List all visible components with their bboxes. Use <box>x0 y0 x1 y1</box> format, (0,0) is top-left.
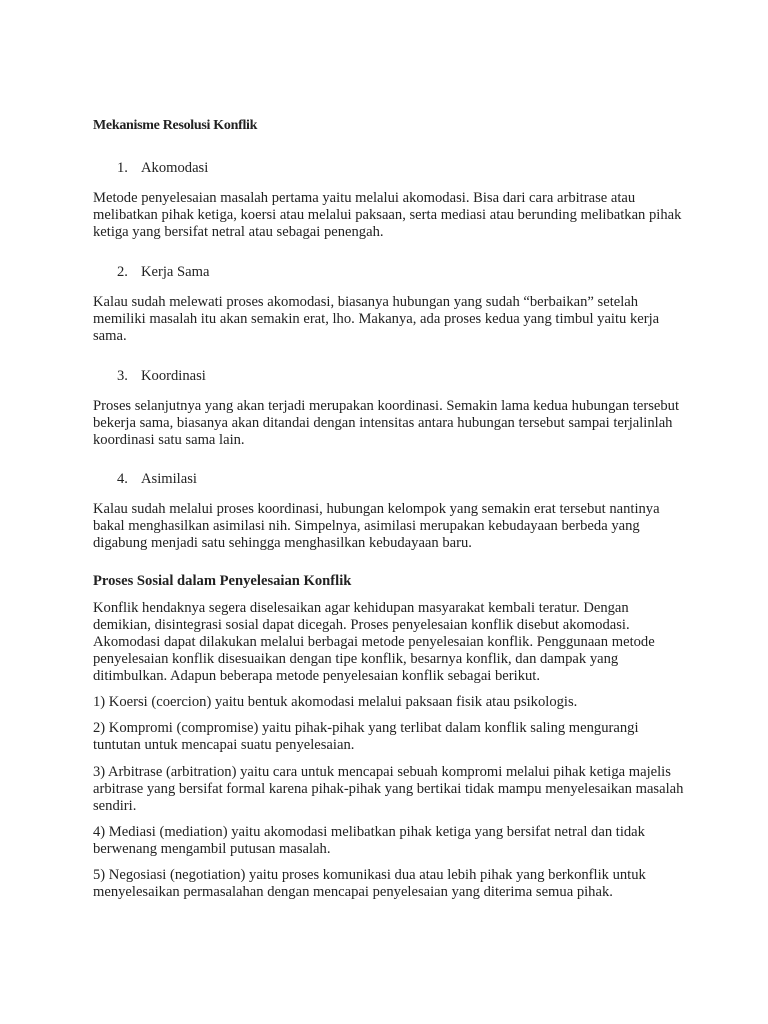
list-number: 2. <box>117 264 128 280</box>
method-item: 3) Arbitrase (arbitration) yaitu cara untuk mencapai sebuah kompromi melalui pihak ketiga majelis arbitrase yang bersifat formal karena pihak-pihak yang bertikai tidak mampu menyelesaikan masalah sendiri. <box>93 764 684 814</box>
list-number: 3. <box>117 368 128 384</box>
list-label: Akomodasi <box>141 160 209 176</box>
method-item: 5) Negosiasi (negotiation) yaitu proses komunikasi dua atau lebih pihak yang berkonflik untuk menyelesaikan permasalahan dengan mencapai penyelesaian yang diterima semua pihak. <box>93 867 646 900</box>
paragraph: Kalau sudah melalui proses koordinasi, hubungan kelompok yang semakin erat tersebut nantinya bakal menghasilkan asimilasi nih. Simpelnya, asimilasi merupakan kebudayaan berbeda yang digabung menjadi satu sehingga menghasilkan kebudayaan baru. <box>93 501 660 551</box>
method-item: 2) Kompromi (compromise) yaitu pihak-pihak yang terlibat dalam konflik saling mengurangi tuntutan untuk mencapai suatu penyelesaian. <box>93 720 639 753</box>
paragraph: Metode penyelesaian masalah pertama yaitu melalui akomodasi. Bisa dari cara arbitrase atau melibatkan pihak ketiga, koersi atau melalui paksaan, serta mediasi atau berunding melibatkan pihak ketiga yang bersifat netral atau sebagai penengah. <box>93 190 682 240</box>
paragraph: Konflik hendaknya segera diselesaikan agar kehidupan masyarakat kembali teratur. Dengan demikian, disintegrasi sosial dapat dicegah. Proses penyelesaian konflik disebut akomodasi. Akomodasi dapat dilakukan melalui berbagai metode penyelesaian konflik. Penggunaan metode penyelesaian konflik disesuaikan dengan tipe konflik, besarnya konflik, dan dampak yang ditimbulkan. Adapun beberapa metode penyelesaian konflik sebagai berikut. <box>93 600 655 684</box>
list-number: 1. <box>117 160 128 176</box>
list-number: 4. <box>117 471 128 487</box>
method-item: 1) Koersi (coercion) yaitu bentuk akomodasi melalui paksaan fisik atau psikologis. <box>93 694 578 710</box>
method-item: 4) Mediasi (mediation) yaitu akomodasi melibatkan pihak ketiga yang bersifat netral dan tidak berwenang mengambil putusan masalah. <box>93 824 645 857</box>
document-title: Mekanisme Resolusi Konflik <box>93 118 258 133</box>
section-heading: Proses Sosial dalam Penyelesaian Konflik <box>93 573 352 589</box>
list-label: Kerja Sama <box>141 264 210 280</box>
paragraph: Kalau sudah melewati proses akomodasi, biasanya hubungan yang sudah “berbaikan” setelah memiliki masalah itu akan semakin erat, lho. Makanya, ada proses kedua yang timbul yaitu kerja sama. <box>93 294 660 344</box>
list-label: Koordinasi <box>141 368 206 384</box>
list-label: Asimilasi <box>141 471 197 487</box>
paragraph: Proses selanjutnya yang akan terjadi merupakan koordinasi. Semakin lama kedua hubungan tersebut bekerja sama, biasanya akan ditandai dengan intensitas antara hubungan tersebut sampai terjalinlah koordinasi satu sama lain. <box>93 398 680 448</box>
